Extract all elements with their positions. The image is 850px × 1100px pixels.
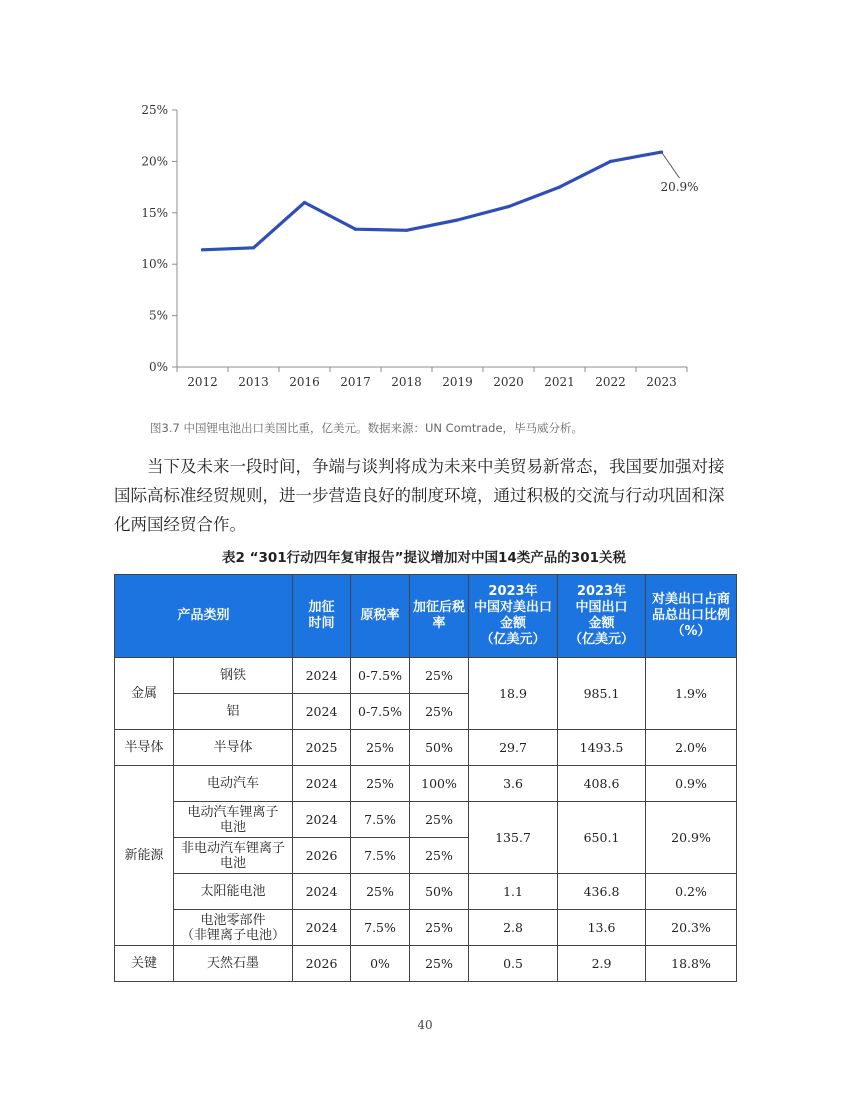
product-cell: 电动汽车锂离子 电池 bbox=[174, 802, 293, 838]
product-cell: 太阳能电池 bbox=[174, 874, 293, 910]
group-label: 关键 bbox=[115, 946, 174, 982]
new-rate-cell: 25% bbox=[410, 910, 469, 946]
orig-rate-cell: 7.5% bbox=[351, 910, 410, 946]
cn-export-cell: 1493.5 bbox=[558, 730, 646, 766]
us-export-cell: 1.1 bbox=[469, 874, 558, 910]
table-header-row bbox=[115, 575, 737, 658]
x-tick-label: 2012 bbox=[187, 375, 218, 389]
table-row bbox=[115, 730, 737, 766]
x-tick-label: 2023 bbox=[646, 375, 677, 389]
data-point bbox=[558, 186, 561, 189]
series-layer bbox=[201, 151, 699, 252]
group-label: 新能源 bbox=[115, 766, 174, 946]
data-label: 20.9% bbox=[660, 180, 699, 195]
data-point bbox=[507, 205, 510, 208]
data-point bbox=[609, 160, 612, 163]
ratio-cell: 2.0% bbox=[646, 730, 737, 766]
series-line bbox=[203, 152, 662, 250]
time-cell: 2026 bbox=[293, 838, 351, 874]
header-us-export: 2023年 中国对美出口 金额 （亿美元） bbox=[469, 575, 558, 658]
time-cell: 2024 bbox=[293, 910, 351, 946]
orig-rate-cell: 25% bbox=[351, 730, 410, 766]
group-label: 金属 bbox=[115, 658, 174, 730]
header-time: 加征 时间 bbox=[293, 575, 351, 658]
header-ratio: 对美出口占商 品总出口比例 （%） bbox=[646, 575, 737, 658]
product-cell: 电动汽车 bbox=[174, 766, 293, 802]
new-rate-cell: 25% bbox=[410, 658, 469, 694]
page-number: 40 bbox=[417, 1018, 433, 1032]
header-category: 产品类别 bbox=[115, 575, 293, 658]
tariff-table bbox=[114, 574, 737, 982]
ratio-cell: 0.2% bbox=[646, 874, 737, 910]
product-cell: 半导体 bbox=[174, 730, 293, 766]
figure-caption: 图3.7 中国锂电池出口美国比重，亿美元。数据来源：UN Comtrade，毕马威分析。 bbox=[150, 421, 584, 435]
new-rate-cell: 25% bbox=[410, 802, 469, 838]
product-cell: 铝 bbox=[174, 694, 293, 730]
cn-export-cell: 436.8 bbox=[558, 874, 646, 910]
line-chart bbox=[0, 0, 850, 400]
table-row bbox=[115, 910, 737, 946]
new-rate-cell: 25% bbox=[410, 838, 469, 874]
product-cell: 钢铁 bbox=[174, 658, 293, 694]
us-export-cell: 2.8 bbox=[469, 910, 558, 946]
y-tick-label: 5% bbox=[148, 308, 168, 323]
table-row bbox=[115, 658, 737, 694]
y-axis bbox=[141, 103, 177, 374]
x-tick-label: 2016 bbox=[289, 375, 320, 389]
us-export-cell: 29.7 bbox=[469, 730, 558, 766]
x-tick-label: 2022 bbox=[595, 375, 626, 389]
time-cell: 2024 bbox=[293, 694, 351, 730]
product-cell: 天然石墨 bbox=[174, 946, 293, 982]
data-point bbox=[252, 246, 255, 249]
orig-rate-cell: 25% bbox=[351, 874, 410, 910]
table-title: 表2 “301行动四年复审报告”提议增加对中国14类产品的301关税 bbox=[222, 550, 626, 566]
cn-export-cell: 985.1 bbox=[558, 658, 646, 730]
group-label: 半导体 bbox=[115, 730, 174, 766]
y-tick-label: 25% bbox=[141, 103, 168, 117]
new-rate-cell: 50% bbox=[410, 730, 469, 766]
table-row bbox=[115, 802, 737, 838]
orig-rate-cell: 0-7.5% bbox=[351, 694, 410, 730]
orig-rate-cell: 7.5% bbox=[351, 838, 410, 874]
cn-export-cell: 408.6 bbox=[558, 766, 646, 802]
product-cell: 非电动汽车锂离子 电池 bbox=[174, 838, 293, 874]
time-cell: 2026 bbox=[293, 946, 351, 982]
x-axis bbox=[177, 367, 687, 389]
time-cell: 2024 bbox=[293, 874, 351, 910]
y-tick-label: 0% bbox=[148, 360, 168, 374]
us-export-cell: 18.9 bbox=[469, 658, 558, 730]
ratio-cell: 0.9% bbox=[646, 766, 737, 802]
us-export-cell: 135.7 bbox=[469, 802, 558, 874]
x-tick-label: 2020 bbox=[493, 375, 524, 389]
y-tick-label: 15% bbox=[141, 205, 168, 220]
new-rate-cell: 25% bbox=[410, 694, 469, 730]
x-tick-label: 2021 bbox=[544, 375, 575, 389]
y-tick-label: 20% bbox=[141, 154, 168, 169]
new-rate-cell: 25% bbox=[410, 946, 469, 982]
ratio-cell: 1.9% bbox=[646, 658, 737, 730]
y-tick-label: 10% bbox=[141, 257, 168, 272]
cn-export-cell: 13.6 bbox=[558, 910, 646, 946]
us-export-cell: 3.6 bbox=[469, 766, 558, 802]
cn-export-cell: 650.1 bbox=[558, 802, 646, 874]
orig-rate-cell: 0% bbox=[351, 946, 410, 982]
us-export-cell: 0.5 bbox=[469, 946, 558, 982]
data-point bbox=[456, 218, 459, 221]
header-new-rate: 加征后税 率 bbox=[410, 575, 469, 658]
x-tick-label: 2013 bbox=[238, 375, 269, 389]
data-point bbox=[354, 228, 357, 231]
header-orig-rate: 原税率 bbox=[351, 575, 410, 658]
ratio-cell: 20.3% bbox=[646, 910, 737, 946]
x-tick-label: 2019 bbox=[442, 375, 473, 389]
table-row bbox=[115, 874, 737, 910]
table-row bbox=[115, 946, 737, 982]
orig-rate-cell: 7.5% bbox=[351, 802, 410, 838]
product-cell: 电池零部件 （非锂离子电池） bbox=[174, 910, 293, 946]
header-cn-export: 2023年 中国出口 金额 （亿美元） bbox=[558, 575, 646, 658]
time-cell: 2024 bbox=[293, 802, 351, 838]
ratio-cell: 18.8% bbox=[646, 946, 737, 982]
orig-rate-cell: 25% bbox=[351, 766, 410, 802]
annotation-leader bbox=[662, 152, 680, 178]
new-rate-cell: 50% bbox=[410, 874, 469, 910]
cn-export-cell: 2.9 bbox=[558, 946, 646, 982]
time-cell: 2025 bbox=[293, 730, 351, 766]
data-point bbox=[303, 201, 306, 204]
new-rate-cell: 100% bbox=[410, 766, 469, 802]
orig-rate-cell: 0-7.5% bbox=[351, 658, 410, 694]
x-tick-label: 2018 bbox=[391, 375, 422, 389]
data-point bbox=[405, 229, 408, 232]
time-cell: 2024 bbox=[293, 658, 351, 694]
data-point bbox=[201, 248, 204, 251]
body-paragraph: 当下及未来一段时间，争端与谈判将成为未来中美贸易新常态，我国要加强对接国际高标准经贸规则，进一步营造良好的制度环境，通过积极的交流与行动巩固和深化两国经贸合作。 bbox=[114, 457, 725, 534]
ratio-cell: 20.9% bbox=[646, 802, 737, 874]
table-row bbox=[115, 766, 737, 802]
time-cell: 2024 bbox=[293, 766, 351, 802]
x-tick-label: 2017 bbox=[340, 375, 371, 389]
